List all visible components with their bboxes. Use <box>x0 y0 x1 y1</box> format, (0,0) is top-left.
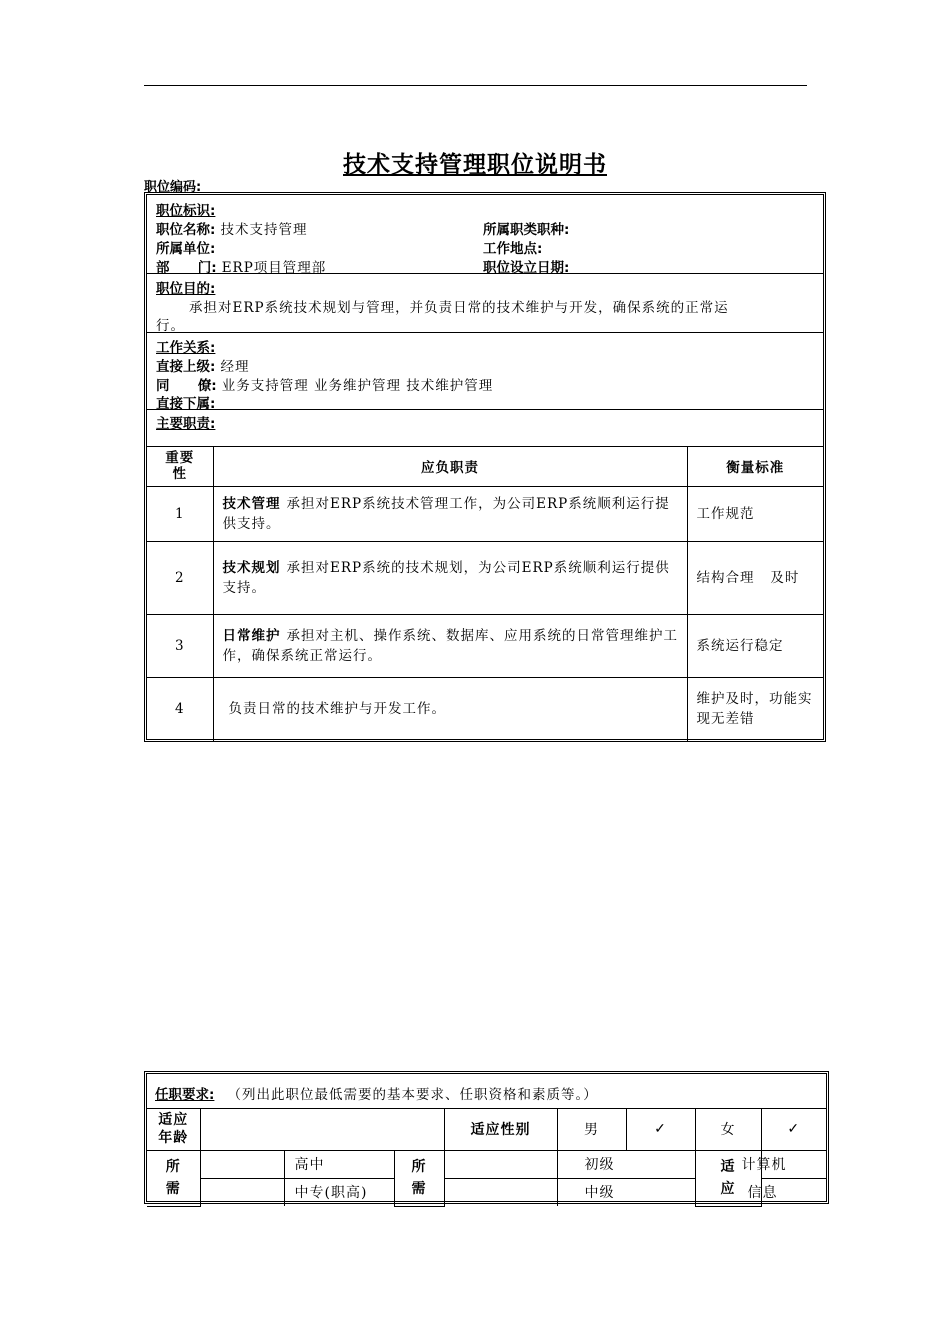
job-description-box <box>144 192 826 742</box>
identity-heading: 职位标识: <box>156 203 216 219</box>
requirements-row <box>147 1150 826 1178</box>
relations-heading: 工作关系: <box>156 340 216 356</box>
table-row <box>147 541 823 614</box>
required-level-label: 所需 <box>394 1150 444 1206</box>
subordinate-label: 直接下属: <box>156 396 216 412</box>
col-importance-header: 重要性 <box>147 447 213 486</box>
duty-number: 3 <box>147 614 213 677</box>
duties-heading-section <box>147 410 823 447</box>
duties-table <box>147 447 823 741</box>
duty-cell <box>213 614 687 677</box>
department-label: 部 门: <box>156 260 217 276</box>
duty-cell <box>213 486 687 541</box>
position-name-row <box>156 218 308 238</box>
education-blank-cell <box>200 1150 284 1178</box>
major-option <box>741 1150 826 1178</box>
male-label: 男 <box>557 1109 626 1150</box>
level-blank-cell <box>444 1178 557 1206</box>
gender-label: 适应性别 <box>444 1109 557 1150</box>
peers-label: 同 僚: <box>156 378 217 394</box>
duty-standard: 结构合理 及时 <box>687 541 823 614</box>
duty-title: 技术规划 <box>222 559 281 576</box>
male-check-icon: ✓ <box>626 1109 695 1150</box>
major-option <box>747 1178 826 1206</box>
purpose-heading: 职位目的: <box>156 281 216 297</box>
col-standard-header: 衡量标准 <box>687 447 823 486</box>
department-value: ERP项目管理部 <box>221 260 327 276</box>
purpose-text-line-1: 承担对ERP系统技术规划与管理，并负责日常的技术维护与开发，确保系统的正常运 <box>189 300 729 316</box>
purpose-section <box>147 274 823 333</box>
duty-text: 承担对ERP系统技术管理工作，为公司ERP系统顺利运行提供支持。 <box>222 495 670 532</box>
duty-number: 4 <box>147 677 213 741</box>
fit-label: 适应 <box>695 1150 761 1206</box>
requirements-note: （列出此职位最低需要的基本要求、任职资格和素质等。） <box>227 1087 598 1103</box>
female-label: 女 <box>695 1109 761 1150</box>
table-row <box>147 677 823 741</box>
document-title: 技术支持管理职位说明书 <box>343 152 607 178</box>
position-name-label: 职位名称: <box>156 222 216 238</box>
duties-header-row <box>147 447 823 486</box>
duty-text: 负责日常的技术维护与开发工作。 <box>228 701 446 718</box>
purpose-text-line-2: 行。 <box>156 318 185 334</box>
requirements-box <box>144 1071 829 1204</box>
level-option: 中级 <box>557 1178 695 1206</box>
col-duty-header: 应负职责 <box>213 447 687 486</box>
duties-heading: 主要职责: <box>156 416 216 432</box>
age-label: 适应年龄 <box>147 1109 200 1150</box>
table-row <box>147 486 823 541</box>
duty-title: 技术管理 <box>222 495 281 512</box>
setup-date-label: 职位设立日期: <box>483 260 570 276</box>
department-row <box>156 256 326 276</box>
duty-cell <box>213 677 687 741</box>
peers-value: 业务支持管理 业务维护管理 技术维护管理 <box>221 378 494 394</box>
table-row <box>147 614 823 677</box>
unit-label: 所属单位: <box>156 241 216 257</box>
age-gender-row <box>147 1109 826 1150</box>
relations-section <box>147 333 823 410</box>
superior-value: 经理 <box>220 359 250 375</box>
female-check-icon: ✓ <box>761 1109 826 1150</box>
age-value-cell <box>200 1109 444 1150</box>
duty-title: 日常维护 <box>222 627 281 644</box>
superior-label: 直接上级: <box>156 359 216 375</box>
requirements-header <box>147 1074 826 1109</box>
education-option: 中专(职高) <box>284 1178 394 1206</box>
header-rule <box>144 85 807 86</box>
identity-section <box>147 195 823 274</box>
duty-standard: 工作规范 <box>687 486 823 541</box>
duty-number: 2 <box>147 541 213 614</box>
major-option-text: 计算机 <box>741 1157 787 1173</box>
location-label: 工作地点: <box>483 241 543 257</box>
education-blank-cell <box>200 1178 284 1206</box>
position-code-label: 职位编码: <box>144 180 202 195</box>
requirements-heading: 任职要求: <box>155 1087 215 1103</box>
duty-cell <box>213 541 687 614</box>
superior-row <box>156 355 250 375</box>
duty-standard: 维护及时，功能实现无差错 <box>687 677 823 741</box>
peers-row <box>156 374 493 394</box>
requirements-table <box>147 1109 826 1207</box>
level-blank-cell <box>444 1150 557 1178</box>
category-label: 所属职类职种: <box>483 222 570 238</box>
level-option: 初级 <box>557 1150 695 1178</box>
duty-number: 1 <box>147 486 213 541</box>
duty-text: 承担对主机、操作系统、数据库、应用系统的日常管理维护工作，确保系统正常运行。 <box>222 627 678 664</box>
required-education-label: 所需 <box>147 1150 200 1206</box>
duty-standard: 系统运行稳定 <box>687 614 823 677</box>
education-option: 高中 <box>284 1150 394 1178</box>
duty-text: 承担对ERP系统的技术规划，为公司ERP系统顺利运行提供支持。 <box>222 559 670 596</box>
position-name-value: 技术支持管理 <box>220 222 308 238</box>
major-option-text: 信息 <box>747 1185 778 1202</box>
